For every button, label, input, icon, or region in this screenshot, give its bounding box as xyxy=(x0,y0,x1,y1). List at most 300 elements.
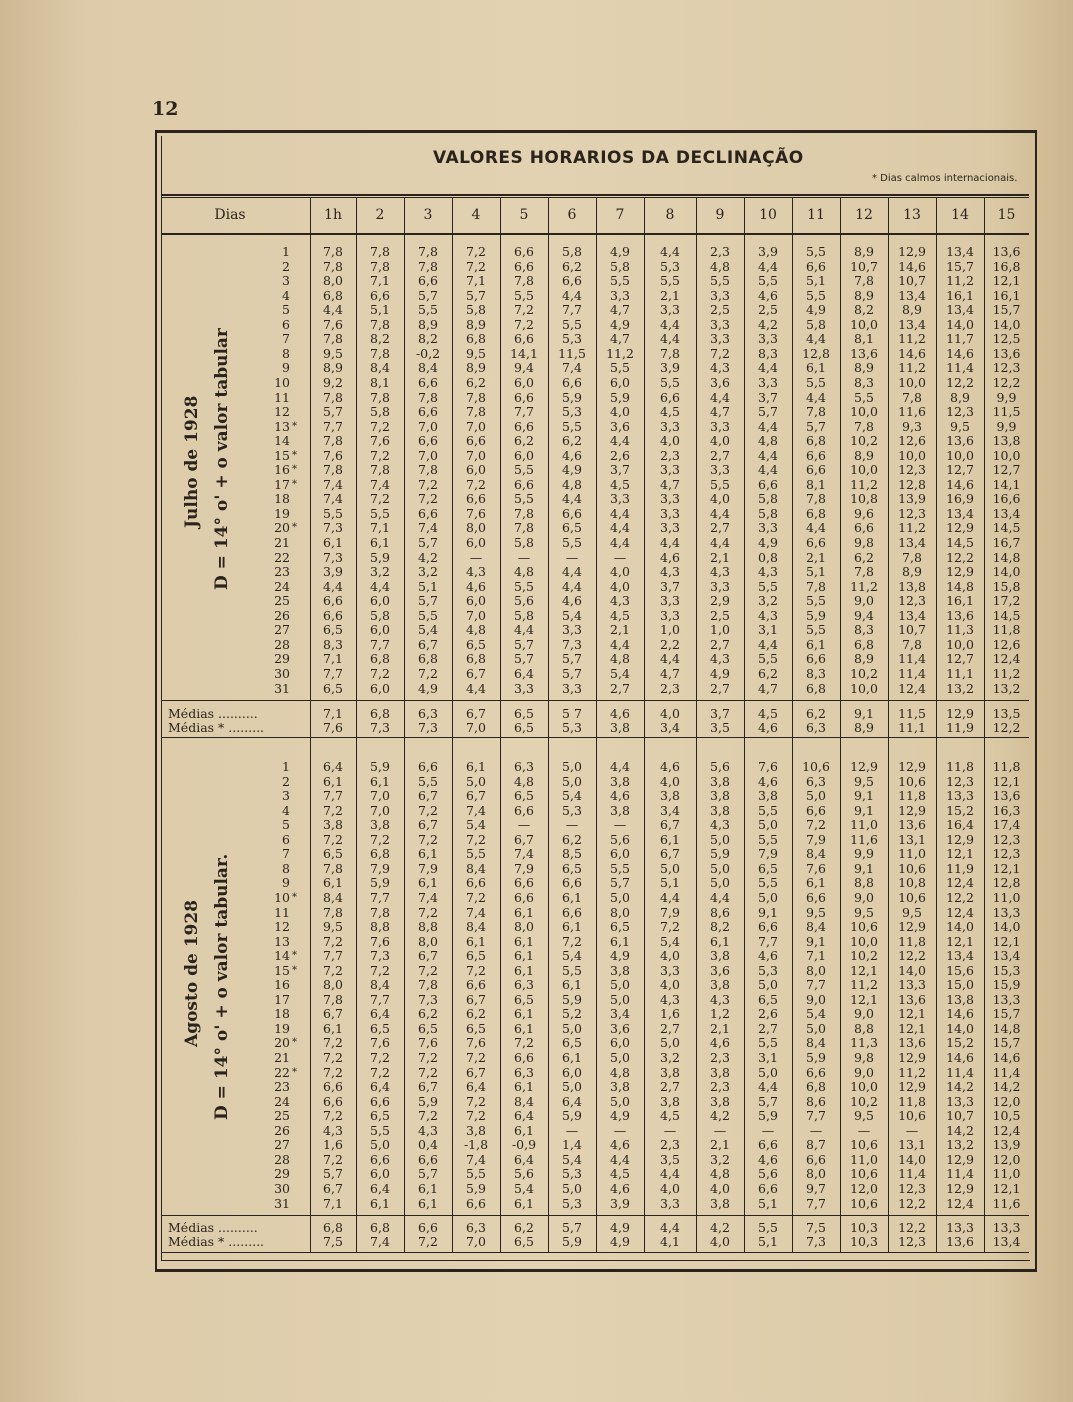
july-value-cell: 6,0 xyxy=(370,593,390,609)
july-value-cell: 8,9 xyxy=(902,302,922,318)
july-value-cell: 13,9 xyxy=(898,491,926,507)
august-value-cell: 4,6 xyxy=(758,1151,778,1167)
july-value-cell: 4,4 xyxy=(758,636,778,652)
august-value-cell: 8,8 xyxy=(370,919,390,935)
august-value-cell: 12,2 xyxy=(946,889,974,905)
july-value-cell: 14,8 xyxy=(992,549,1021,565)
august-value-cell: 6,1 xyxy=(370,773,390,789)
august-value-cell: 7,4 xyxy=(466,1151,486,1167)
august-value-cell: 7,7 xyxy=(806,1195,826,1211)
july-value-cell: 11,4 xyxy=(898,665,926,681)
july-value-cell: 12,3 xyxy=(946,404,974,420)
august-value-cell: 3,8 xyxy=(710,977,730,993)
july-value-cell: 5,6 xyxy=(514,593,534,609)
july-value-cell: 3,3 xyxy=(660,462,680,478)
july-value-cell: 6,6 xyxy=(514,418,534,434)
july-value-cell: 7,8 xyxy=(854,273,874,289)
august-value-cell: — xyxy=(761,1122,775,1138)
july-side-month: Julho de 1928 xyxy=(182,395,202,528)
july-medias-star-value: 3,8 xyxy=(610,720,630,735)
july-value-cell: 12,8 xyxy=(802,345,830,361)
august-value-cell: 13,4 xyxy=(946,948,974,964)
july-value-cell: 4,8 xyxy=(562,476,582,492)
august-value-cell: 6,1 xyxy=(466,933,486,949)
august-value-cell: 6,2 xyxy=(562,831,582,847)
july-value-cell: 3,1 xyxy=(758,622,778,638)
july-value-cell: 6,6 xyxy=(418,374,438,390)
july-medias-star-value: 7,6 xyxy=(323,720,343,735)
august-value-cell: 7,4 xyxy=(418,889,438,905)
july-day-number: 28 xyxy=(274,636,290,652)
august-value-cell: 5,0 xyxy=(758,889,778,905)
july-value-cell: 4,0 xyxy=(710,433,730,449)
august-medias-value: 13,3 xyxy=(992,1220,1021,1235)
august-value-cell: 4,8 xyxy=(610,1064,630,1080)
july-value-cell: 12,7 xyxy=(946,462,974,478)
august-value-cell: 6,1 xyxy=(514,904,534,920)
july-value-cell: 3,3 xyxy=(758,331,778,347)
july-value-cell: 4,4 xyxy=(323,578,343,594)
july-value-cell: 5,8 xyxy=(370,404,390,420)
august-value-cell: 7,2 xyxy=(370,1050,390,1065)
august-value-cell: 5,1 xyxy=(660,875,680,891)
july-medias-star-value: 6,5 xyxy=(514,720,534,735)
august-value-cell: 6,2 xyxy=(466,1006,486,1022)
august-value-cell: 7,2 xyxy=(323,1064,343,1080)
august-value-cell: 5,5 xyxy=(562,962,582,978)
july-value-cell: 5,3 xyxy=(562,404,582,420)
august-value-cell: 12,4 xyxy=(946,1195,974,1211)
july-value-cell: 6,5 xyxy=(562,520,582,536)
august-value-cell: 10,7 xyxy=(946,1108,974,1124)
august-value-cell: 12,1 xyxy=(992,860,1021,876)
august-value-cell: 6,7 xyxy=(418,948,438,964)
july-value-cell: 6,6 xyxy=(660,389,680,405)
july-value-cell: 0,8 xyxy=(758,549,778,565)
july-value-cell: 10,0 xyxy=(898,447,926,463)
july-value-cell: 7,8 xyxy=(323,258,343,274)
august-value-cell: 6,6 xyxy=(323,1093,343,1109)
july-medias-value: 7,1 xyxy=(323,706,343,721)
august-value-cell: 3,4 xyxy=(610,1006,630,1022)
july-value-cell: 13,4 xyxy=(946,302,974,318)
july-value-cell: 4,8 xyxy=(514,564,534,580)
july-value-cell: 7,8 xyxy=(323,331,343,347)
august-value-cell: 13,6 xyxy=(898,817,926,833)
august-value-cell: 3,5 xyxy=(660,1151,680,1167)
july-value-cell: 12,1 xyxy=(992,273,1021,289)
august-day-number: 12 xyxy=(274,919,290,935)
august-value-cell: 7,8 xyxy=(323,860,343,876)
july-value-cell: 14,0 xyxy=(946,316,974,332)
august-value-cell: 6,3 xyxy=(514,759,534,774)
july-value-cell: 3,6 xyxy=(710,374,730,390)
july-value-cell: 10,0 xyxy=(850,462,878,478)
august-day-number: 5 xyxy=(282,817,290,833)
august-value-cell: 6,1 xyxy=(418,875,438,891)
july-value-cell: 3,9 xyxy=(758,244,778,259)
july-value-cell: 11,6 xyxy=(898,404,926,420)
august-value-cell: 12,9 xyxy=(898,1050,926,1065)
july-value-cell: 9,2 xyxy=(323,374,343,390)
august-value-cell: 5,0 xyxy=(610,1093,630,1109)
august-value-cell: 5,4 xyxy=(806,1006,826,1022)
august-value-cell: 3,8 xyxy=(660,788,680,804)
july-value-cell: 6,8 xyxy=(854,636,874,652)
august-value-cell: 7,1 xyxy=(806,948,826,964)
august-value-cell: 6,4 xyxy=(370,1180,390,1196)
july-value-cell: 4,4 xyxy=(562,564,582,580)
july-value-cell: 4,4 xyxy=(806,389,826,405)
august-medias-star-value: 5,9 xyxy=(562,1234,582,1249)
july-value-cell: 6,6 xyxy=(418,433,438,449)
august-day-number: 24 xyxy=(274,1093,290,1109)
calm-days-note: * Dias calmos internacionais. xyxy=(872,173,1018,184)
july-value-cell: 5,5 xyxy=(370,505,390,521)
july-value-cell: 4,4 xyxy=(710,535,730,550)
august-value-cell: 4,0 xyxy=(660,773,680,789)
august-value-cell: 6,6 xyxy=(323,1079,343,1095)
july-value-cell: 3,3 xyxy=(660,593,680,609)
july-value-cell: 3,2 xyxy=(370,564,390,580)
august-value-cell: 5,9 xyxy=(562,991,582,1007)
august-value-cell: 7,2 xyxy=(323,1050,343,1065)
august-value-cell: 5,0 xyxy=(660,860,680,876)
july-value-cell: 4,4 xyxy=(758,447,778,463)
july-value-cell: 5,7 xyxy=(418,535,438,550)
august-value-cell: 7,2 xyxy=(323,1151,343,1167)
august-medias-value: 7,5 xyxy=(806,1220,826,1235)
august-value-cell: 6,6 xyxy=(758,1180,778,1196)
august-value-cell: 14,0 xyxy=(946,919,974,935)
august-value-cell: 7,2 xyxy=(418,962,438,978)
august-value-cell: 3,3 xyxy=(660,962,680,978)
july-value-cell: 3,7 xyxy=(610,462,630,478)
july-value-cell: 7,2 xyxy=(370,447,390,463)
july-value-cell: 6,6 xyxy=(514,258,534,274)
july-value-cell: 5,5 xyxy=(418,607,438,623)
july-day-number: 18 xyxy=(274,491,290,507)
july-value-cell: 5,3 xyxy=(660,258,680,274)
august-value-cell: 6,1 xyxy=(514,948,534,964)
august-medias-star-value: 4,9 xyxy=(610,1234,630,1249)
july-value-cell: 7,2 xyxy=(514,316,534,332)
august-value-cell: — xyxy=(613,1122,627,1138)
july-value-cell: 8,3 xyxy=(323,636,343,652)
august-value-cell: 6,5 xyxy=(514,788,534,804)
july-value-cell: 4,4 xyxy=(370,578,390,594)
august-value-cell: 5,4 xyxy=(466,817,486,833)
august-value-cell: 12,9 xyxy=(898,802,926,818)
july-value-cell: 11,1 xyxy=(946,665,974,681)
august-value-cell: 6,3 xyxy=(806,773,826,789)
august-value-cell: 13,4 xyxy=(992,948,1021,964)
august-value-cell: 9,1 xyxy=(806,933,826,949)
august-value-cell: -0,9 xyxy=(511,1137,537,1153)
july-value-cell: 5,5 xyxy=(562,418,582,434)
august-value-cell: 6,0 xyxy=(562,1064,582,1080)
july-value-cell: 4,4 xyxy=(514,622,534,638)
july-value-cell: 4,3 xyxy=(758,564,778,580)
august-value-cell: 5,3 xyxy=(562,1166,582,1182)
august-day-number: 4 xyxy=(282,802,290,818)
august-value-cell: 6,4 xyxy=(562,1093,582,1109)
august-value-cell: 6,1 xyxy=(370,1195,390,1211)
header-top-rule xyxy=(161,197,1029,198)
july-value-cell: 4,2 xyxy=(758,316,778,332)
august-value-cell: — xyxy=(565,817,579,833)
july-value-cell: 15,7 xyxy=(946,258,974,274)
august-value-cell: 6,5 xyxy=(562,1035,582,1051)
august-value-cell: -1,8 xyxy=(463,1137,489,1153)
july-value-cell: 12,6 xyxy=(898,433,926,449)
july-value-cell: 4,7 xyxy=(710,404,730,420)
july-medias-value: 4,5 xyxy=(758,706,778,721)
july-value-cell: 6,6 xyxy=(418,404,438,420)
august-value-cell: 4,3 xyxy=(710,817,730,833)
august-value-cell: 15,2 xyxy=(946,1035,974,1051)
august-value-cell: 6,0 xyxy=(610,1035,630,1051)
july-value-cell: 13,6 xyxy=(850,345,878,361)
july-value-cell: 3,3 xyxy=(710,287,730,303)
july-medias-value: 12,9 xyxy=(946,706,974,721)
july-value-cell: 5,8 xyxy=(514,535,534,550)
august-value-cell: 5,7 xyxy=(418,1166,438,1182)
july-day-number: 14 xyxy=(274,433,290,449)
august-value-cell: 7,3 xyxy=(370,948,390,964)
august-value-cell: 6,1 xyxy=(418,1180,438,1196)
august-value-cell: — xyxy=(857,1122,871,1138)
august-value-cell: 6,5 xyxy=(370,1020,390,1036)
july-value-cell: 6,7 xyxy=(466,665,486,681)
july-value-cell: 7,7 xyxy=(323,665,343,681)
august-medias-star-value: 7,2 xyxy=(418,1234,438,1249)
august-medias-star-value: 7,0 xyxy=(466,1234,486,1249)
july-value-cell: 4,8 xyxy=(466,622,486,638)
july-value-cell: 4,4 xyxy=(660,316,680,332)
august-value-cell: 11,0 xyxy=(850,1151,878,1167)
july-value-cell: 10,0 xyxy=(850,680,878,696)
august-value-cell: 10,6 xyxy=(850,1195,878,1211)
august-value-cell: 6,1 xyxy=(466,759,486,774)
august-value-cell: 7,4 xyxy=(466,802,486,818)
july-value-cell: 6,8 xyxy=(806,680,826,696)
august-day-number: 29 xyxy=(274,1166,290,1182)
august-value-cell: 6,6 xyxy=(562,875,582,891)
august-value-cell: — xyxy=(565,1122,579,1138)
august-value-cell: 9,1 xyxy=(854,860,874,876)
august-value-cell: 3,8 xyxy=(710,1195,730,1211)
august-value-cell: 7,7 xyxy=(323,948,343,964)
august-day-number: 6 xyxy=(282,831,290,847)
august-value-cell: 4,2 xyxy=(710,1108,730,1124)
july-value-cell: 6,8 xyxy=(806,433,826,449)
july-value-cell: 5,9 xyxy=(370,549,390,565)
august-value-cell: 4,6 xyxy=(610,788,630,804)
august-value-cell: 7,6 xyxy=(806,860,826,876)
july-value-cell: 6,6 xyxy=(562,273,582,289)
july-medias-star-value: 11,1 xyxy=(898,720,926,735)
august-value-cell: 5,9 xyxy=(370,759,390,774)
august-value-cell: 6,1 xyxy=(323,875,343,891)
august-value-cell: 7,4 xyxy=(514,846,534,862)
august-value-cell: 6,7 xyxy=(323,1180,343,1196)
july-value-cell: 14,0 xyxy=(992,564,1021,580)
august-value-cell: 15,3 xyxy=(992,962,1021,978)
july-value-cell: 8,9 xyxy=(418,316,438,332)
august-value-cell: 10,6 xyxy=(898,1108,926,1124)
july-day-number: 23 xyxy=(274,564,290,580)
july-value-cell: 7,2 xyxy=(418,665,438,681)
july-day-number: 5 xyxy=(282,302,290,318)
august-value-cell: 8,4 xyxy=(806,919,826,935)
july-value-cell: 4,6 xyxy=(562,593,582,609)
august-value-cell: 6,6 xyxy=(514,889,534,905)
august-medias-value: 4,2 xyxy=(710,1220,730,1235)
august-value-cell: 5,0 xyxy=(370,1137,390,1153)
july-value-cell: 12,3 xyxy=(898,462,926,478)
july-value-cell: 3,3 xyxy=(660,505,680,521)
august-day-number: 1 xyxy=(282,759,290,774)
july-value-cell: 6,6 xyxy=(323,607,343,623)
august-value-cell: 6,6 xyxy=(466,1195,486,1211)
august-value-cell: 5,9 xyxy=(370,875,390,891)
july-value-cell: 14,8 xyxy=(946,578,974,594)
august-value-cell: 6,1 xyxy=(514,1020,534,1036)
august-value-cell: 2,3 xyxy=(660,1137,680,1153)
july-value-cell: — xyxy=(517,549,531,565)
august-value-cell: 7,2 xyxy=(466,1093,486,1109)
july-value-cell: 4,4 xyxy=(562,287,582,303)
august-value-cell: 16,4 xyxy=(946,817,974,833)
august-medias-bottom-rule xyxy=(161,1252,1029,1253)
august-value-cell: 3,8 xyxy=(610,802,630,818)
july-value-cell: 12,9 xyxy=(946,564,974,580)
august-value-cell: 4,4 xyxy=(610,759,630,774)
august-value-cell: 3,2 xyxy=(660,1050,680,1065)
july-value-cell: 13,6 xyxy=(946,433,974,449)
july-calm-day-star: * xyxy=(292,522,297,534)
august-value-cell: 8,6 xyxy=(710,904,730,920)
july-value-cell: 12,6 xyxy=(992,636,1021,652)
august-value-cell: 12,9 xyxy=(946,1151,974,1167)
august-calm-day-star: * xyxy=(292,1066,297,1078)
august-value-cell: 4,5 xyxy=(610,1166,630,1182)
august-value-cell: 4,4 xyxy=(710,889,730,905)
august-day-number: 8 xyxy=(282,860,290,876)
july-value-cell: 5,7 xyxy=(323,404,343,420)
august-value-cell: 5,0 xyxy=(562,1020,582,1036)
august-value-cell: 6,7 xyxy=(466,991,486,1007)
august-value-cell: 5,5 xyxy=(758,831,778,847)
july-value-cell: 6,0 xyxy=(610,374,630,390)
july-value-cell: 3,3 xyxy=(514,680,534,696)
august-value-cell: 12,9 xyxy=(898,1079,926,1095)
august-value-cell: 6,6 xyxy=(806,802,826,818)
august-value-cell: 6,4 xyxy=(323,759,343,774)
august-medias-star-value: 6,5 xyxy=(514,1234,534,1249)
august-day-number: 27 xyxy=(274,1137,290,1153)
august-value-cell: 8,0 xyxy=(806,1166,826,1182)
august-medias-value: 12,2 xyxy=(898,1220,926,1235)
july-value-cell: 8,0 xyxy=(466,520,486,536)
august-medias-value: 6,8 xyxy=(370,1220,390,1235)
august-value-cell: 4,0 xyxy=(660,977,680,993)
august-value-cell: 7,2 xyxy=(370,1064,390,1080)
july-value-cell: 7,3 xyxy=(562,636,582,652)
august-value-cell: 5,0 xyxy=(562,1180,582,1196)
august-value-cell: 6,7 xyxy=(466,1064,486,1080)
july-value-cell: 3,3 xyxy=(710,578,730,594)
july-value-cell: 3,3 xyxy=(610,287,630,303)
august-value-cell: 6,0 xyxy=(610,846,630,862)
august-value-cell: 5,4 xyxy=(660,933,680,949)
july-value-cell: 7,8 xyxy=(418,389,438,405)
august-value-cell: 2,3 xyxy=(710,1079,730,1095)
july-value-cell: 7,8 xyxy=(466,389,486,405)
august-value-cell: 8,4 xyxy=(466,919,486,935)
august-value-cell: 12,2 xyxy=(898,948,926,964)
july-value-cell: 5,5 xyxy=(710,476,730,492)
august-value-cell: 7,4 xyxy=(466,904,486,920)
july-value-cell: 4,3 xyxy=(610,593,630,609)
july-value-cell: 7,6 xyxy=(466,505,486,521)
july-medias-star-value: 12,2 xyxy=(992,720,1021,735)
july-value-cell: 5,5 xyxy=(323,505,343,521)
july-value-cell: 4,0 xyxy=(610,564,630,580)
august-value-cell: 14,6 xyxy=(992,1050,1021,1065)
july-value-cell: — xyxy=(613,549,627,565)
august-value-cell: 5,5 xyxy=(610,860,630,876)
august-value-cell: 7,2 xyxy=(418,904,438,920)
july-value-cell: 5,8 xyxy=(370,607,390,623)
july-medias-star-value: 3,5 xyxy=(710,720,730,735)
july-value-cell: 9,8 xyxy=(854,535,874,550)
july-value-cell: 2,1 xyxy=(660,287,680,303)
august-value-cell: 6,1 xyxy=(562,919,582,935)
august-value-cell: 6,1 xyxy=(514,1122,534,1138)
july-day-number: 7 xyxy=(282,331,290,347)
july-value-cell: 7,8 xyxy=(806,404,826,420)
july-value-cell: 7,8 xyxy=(902,636,922,652)
august-value-cell: 6,5 xyxy=(758,860,778,876)
august-value-cell: 5,5 xyxy=(418,773,438,789)
july-value-cell: 6,1 xyxy=(806,360,826,376)
july-value-cell: 12,2 xyxy=(992,374,1021,390)
july-value-cell: 6,2 xyxy=(854,549,874,565)
august-value-cell: 9,8 xyxy=(854,1050,874,1065)
july-value-cell: 12,4 xyxy=(898,680,926,696)
august-value-cell: 15,9 xyxy=(992,977,1021,993)
july-value-cell: 5,5 xyxy=(660,273,680,289)
august-value-cell: 11,9 xyxy=(946,860,974,876)
august-medias-star-value: 7,5 xyxy=(323,1234,343,1249)
july-value-cell: 6,2 xyxy=(562,433,582,449)
july-value-cell: 12,5 xyxy=(992,331,1021,347)
august-value-cell: 8,4 xyxy=(370,977,390,993)
august-value-cell: 4,6 xyxy=(758,948,778,964)
july-value-cell: 4,6 xyxy=(562,447,582,463)
july-medias-value: 4,0 xyxy=(660,706,680,721)
august-value-cell: 7,3 xyxy=(418,991,438,1007)
july-value-cell: 4,4 xyxy=(610,535,630,550)
july-value-cell: 4,6 xyxy=(758,287,778,303)
august-value-cell: 7,8 xyxy=(370,904,390,920)
july-day-number: 2 xyxy=(282,258,290,274)
july-value-cell: 5,1 xyxy=(370,302,390,318)
july-value-cell: 7,4 xyxy=(562,360,582,376)
july-value-cell: 7,8 xyxy=(514,520,534,536)
